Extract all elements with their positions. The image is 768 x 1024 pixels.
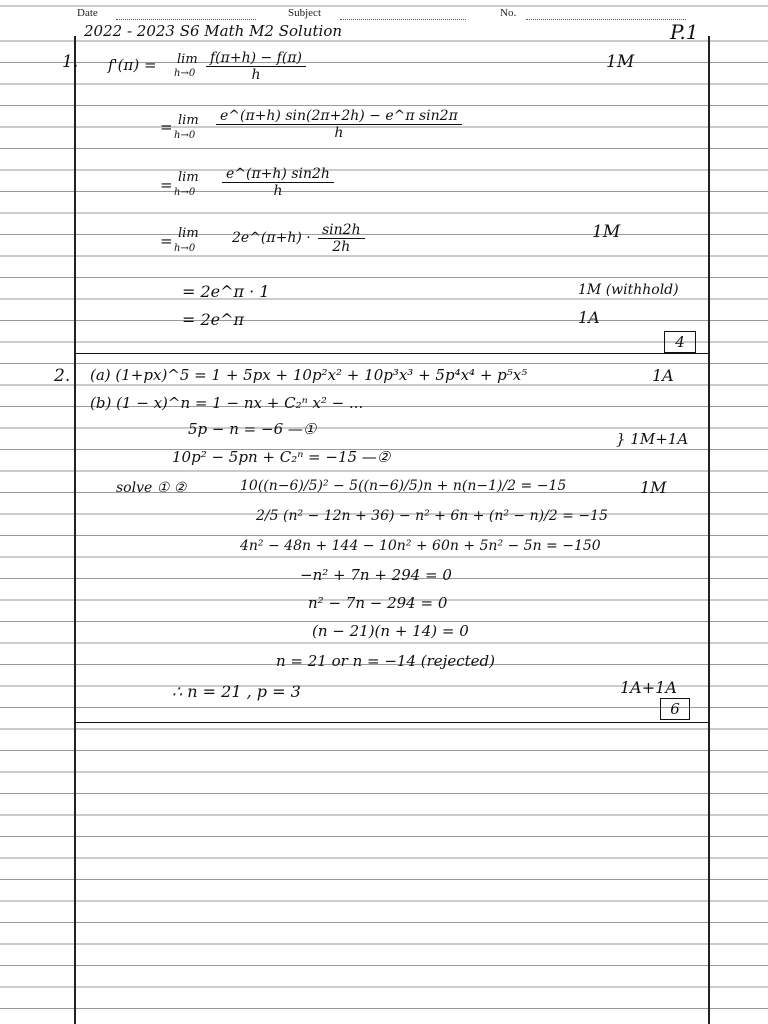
q2-step-4: n² − 7n − 294 = 0 [308,594,448,612]
q2-eq1: 5p − n = −6 —① [188,420,317,438]
q1-line2-numerator: e^(π+h) sin(2π+2h) − e^π sin2π [220,108,458,124]
page-number: P.1 [670,20,699,44]
q1-line4-lim-sub: h→0 [174,243,196,254]
q1-line4-denominator: 2h [318,238,365,255]
q2-step-3: −n² + 7n + 294 = 0 [300,566,452,584]
q2-step-5: (n − 21)(n + 14) = 0 [312,622,469,640]
q2-final-mark: 1A+1A [620,678,677,697]
q1-line4-lim: lim [178,226,199,241]
q1-line1-lim: lim [177,52,198,67]
q1-line6-expr: = 2e^π [182,310,245,329]
q2a-mark: 1A [652,366,674,385]
q1-line1-numerator: f(π+h) − f(π) [210,50,302,66]
date-dotted-line [116,19,256,20]
q1-end-rule [74,353,708,354]
q2b-expr: (b) (1 − x)^n = 1 − nx + C₂ⁿ x² − ... [90,394,364,412]
q2-step-6: n = 21 or n = −14 (rejected) [276,652,495,670]
q1-line2-lhs: = [160,118,173,136]
q1-line5-expr: = 2e^π · 1 [182,282,270,301]
q1-line2-lim-sub: h→0 [174,130,196,141]
q1-line4-fraction [318,222,365,255]
q1-line1-mark: 1M [606,52,635,72]
q1-line3-lim-sub: h→0 [174,187,196,198]
q1-line1-denominator: h [206,66,306,83]
q1-line3-lhs: = [160,176,173,194]
q2-end-rule [74,722,708,723]
q2-step-2: 4n² − 48n + 144 − 10n² + 60n + 5n² − 5n = −150 [240,538,601,554]
date-label: Date [77,7,98,19]
q1-line3-lim: lim [178,170,199,185]
q2-brace-mark: } 1M+1A [616,430,689,448]
subject-label: Subject [288,7,321,19]
q1-total-box: 4 [664,331,696,353]
no-dotted-line [526,19,686,20]
q1-line4-mark: 1M [592,222,621,242]
q1-line4-numerator: sin2h [322,222,361,238]
q2-eq2: 10p² − 5pn + C₂ⁿ = −15 —② [172,448,391,466]
q1-line3-denominator: h [222,182,334,199]
q1-line6-mark: 1A [578,308,600,327]
q1-line4-lhs: = [160,232,173,250]
handwritten-title: 2022 - 2023 S6 Math M2 Solution [84,22,343,40]
q1-line1-lim-sub: h→0 [174,68,196,79]
left-margin-line [74,36,76,1024]
q1-line4-prefix: 2e^(π+h) · [232,230,311,246]
q2-solve-label: solve ① ② [116,480,187,496]
q1-line1-lhs: f'(π) = [108,56,157,74]
q2a-expr: (a) (1+px)^5 = 1 + 5px + 10p²x² + 10p³x³ + 5p⁴x⁴ + p⁵x⁵ [90,366,528,384]
subject-dotted-line [340,19,466,20]
q1-line3-fraction [222,166,334,199]
q2-step-1: 2/5 (n² − 12n + 36) − n² + 6n + (n² − n)/2 = −15 [256,508,608,524]
q2-total-box: 6 [660,698,690,720]
no-label: No. [500,7,517,19]
q2-solve-expr: 10((n−6)/5)² − 5((n−6)/5)n + n(n−1)/2 = −15 [240,478,567,494]
q2-solve-mark: 1M [640,478,667,497]
q1-line1-fraction [206,50,306,83]
right-margin-line [708,36,710,1024]
q1-line2-denominator: h [216,124,462,141]
q1-line3-numerator: e^(π+h) sin2h [226,166,330,182]
q1-line2-lim: lim [178,113,199,128]
q1-line2-fraction [216,108,462,141]
q2-number: 2. [54,366,71,386]
q1-line5-mark: 1M (withhold) [578,282,679,298]
q1-number: 1. [62,52,79,72]
q2-final-answer: ∴ n = 21 , p = 3 [172,682,301,701]
